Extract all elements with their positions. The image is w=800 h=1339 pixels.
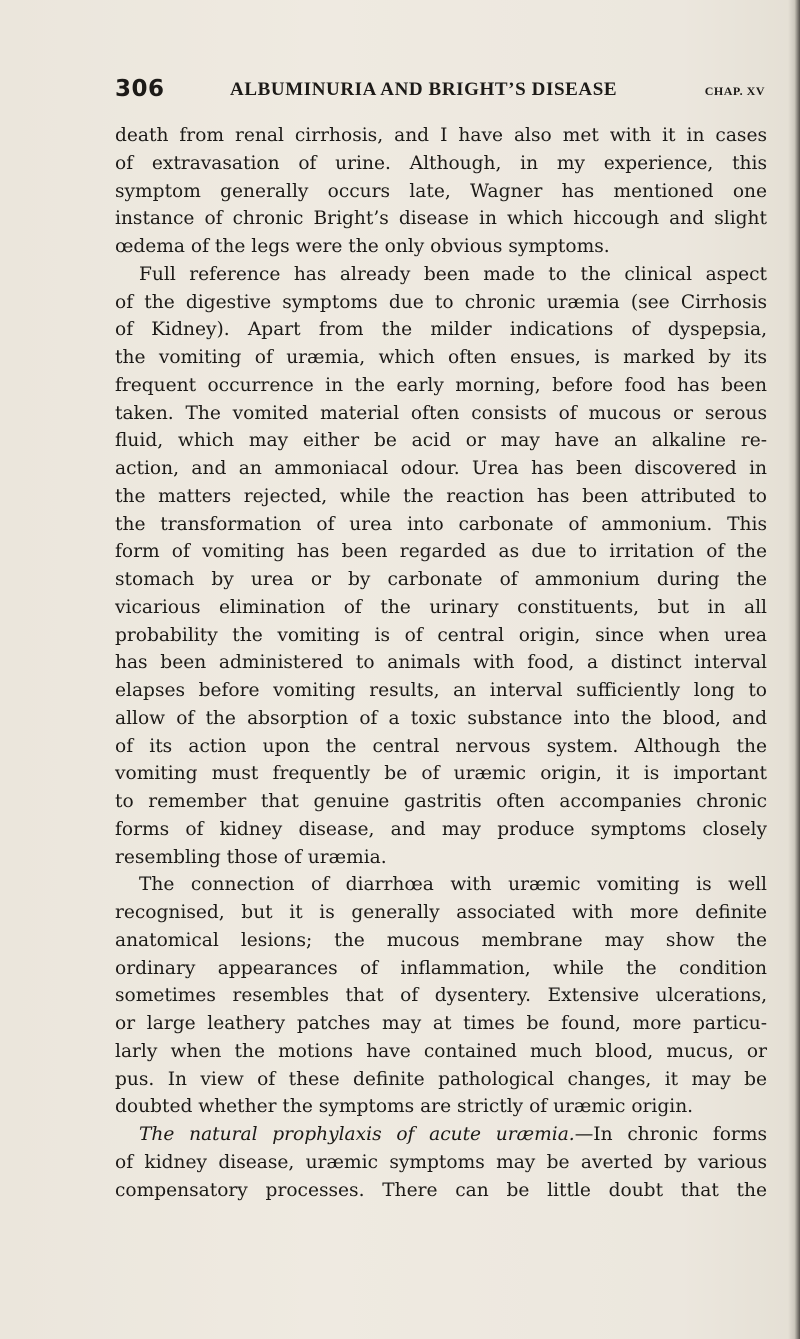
text-line: allow of the absorption of a toxic substance into the blood, and <box>115 707 767 729</box>
text-line: or large leathery patches may at times be found, more particu- <box>115 1013 767 1034</box>
text-line: compensatory processes. There can be little doubt that the <box>115 1179 767 1201</box>
text-line: vomiting must frequently be of uræmic origin, it is important <box>115 763 767 785</box>
text-line: action, and an ammoniacal odour. Urea has been discovered in <box>115 458 767 479</box>
text-line: symptom generally occurs late, Wagner has mentioned one <box>115 180 767 202</box>
text-line: taken. The vomited material often consists of mucous or serous <box>115 402 767 424</box>
text-line: stomach by urea or by carbonate of ammonium during the <box>115 569 767 590</box>
text-line: vicarious elimination of the urinary constituents, but in all <box>115 596 767 618</box>
text-line: form of vomiting has been regarded as due to irritation of the <box>115 541 767 563</box>
text-line: the transformation of urea into carbonate of ammonium. This <box>115 513 767 535</box>
text-line: the vomiting of uræmia, which often ensues, is marked by its <box>115 347 767 368</box>
text-line: to remember that genuine gastritis often accompanies chronic <box>115 791 767 812</box>
text-line: fluid, which may either be acid or may have an alkaline re- <box>115 430 767 452</box>
text-line-subheading <box>115 1121 767 1149</box>
text-line: of Kidney). Apart from the milder indications of dyspepsia, <box>115 319 767 341</box>
chapter-label: CHAP. XV <box>704 84 765 98</box>
text-line: œdema of the legs were the only obvious symptoms. <box>115 236 610 257</box>
subheading-continuation: —In chronic forms <box>574 1124 767 1145</box>
text-line: probability the vomiting is of central origin, since when urea <box>115 624 767 646</box>
text-line: doubted whether the symptoms are strictly of uræmic origin. <box>115 1096 694 1118</box>
text-line: Full reference has already been made to the clinical aspect <box>139 263 767 285</box>
text-line: of its action upon the central nervous system. Although the <box>115 735 767 757</box>
text-line: death from renal cirrhosis, and I have also met with it in cases <box>115 125 767 146</box>
text-line: The connection of diarrhœa with uræmic vomiting is well <box>139 874 767 896</box>
italic-subheading: The natural prophylaxis of acute uræmia. <box>139 1124 575 1145</box>
text-line: forms of kidney disease, and may produce symptoms closely <box>115 818 767 840</box>
page-number: 306 <box>115 76 165 102</box>
text-line: sometimes resembles that of dysentery. Extensive ulcerations, <box>115 985 767 1007</box>
body-text <box>115 122 767 1204</box>
text-line: the matters rejected, while the reaction has been attributed to <box>115 485 767 507</box>
text-line: elapses before vomiting results, an interval sufficiently long to <box>115 680 767 701</box>
text-line: of the digestive symptoms due to chronic uræmia (see Cirrhosis <box>115 291 767 313</box>
text-line: instance of chronic Bright’s disease in which hiccough and slight <box>115 208 767 230</box>
text-line: of extravasation of urine. Although, in my experience, this <box>115 152 767 174</box>
running-title: ALBUMINURIA AND BRIGHT’S DISEASE <box>230 79 618 100</box>
running-head <box>115 76 765 110</box>
text-line: has been administered to animals with food, a distinct interval <box>115 652 767 674</box>
text-line: recognised, but it is generally associated with more definite <box>115 902 767 923</box>
text-line: resembling those of uræmia. <box>115 846 387 868</box>
text-line: pus. In view of these definite pathological changes, it may be <box>115 1068 767 1090</box>
text-line: frequent occurrence in the early morning, before food has been <box>115 374 767 396</box>
text-line: ordinary appearances of inflammation, while the condition <box>115 957 767 979</box>
page-edge-shadow <box>788 0 800 1339</box>
text-line: of kidney disease, uræmic symptoms may be averted by various <box>115 1151 767 1173</box>
text-line: larly when the motions have contained much blood, mucus, or <box>115 1040 767 1062</box>
text-line: anatomical lesions; the mucous membrane may show the <box>115 929 767 951</box>
